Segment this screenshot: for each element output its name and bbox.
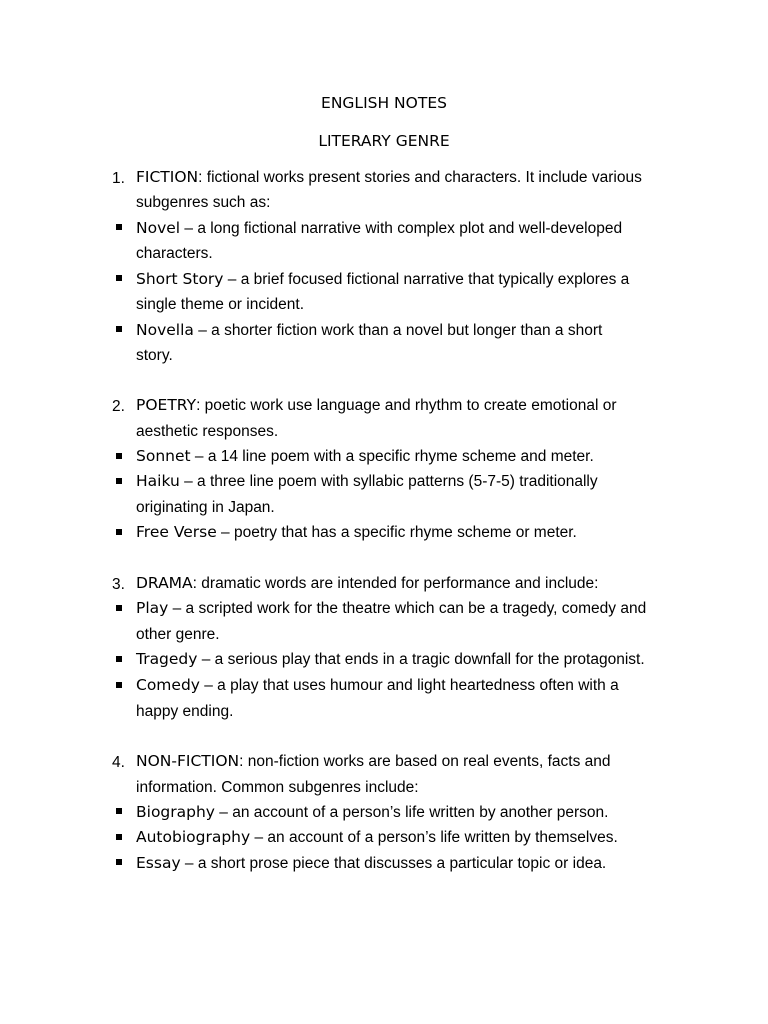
bullet-icon <box>116 453 122 459</box>
item-desc-cont: other genre. <box>136 626 220 643</box>
bullet-icon <box>116 275 122 281</box>
section-desc: : fictional works present stories and characters. It include various <box>198 169 642 186</box>
bullet-icon <box>116 224 122 230</box>
item-desc: – a long fictional narrative with complex plot and well-developed <box>180 220 623 237</box>
list-item <box>136 601 646 617</box>
item-term: Novel <box>136 219 181 237</box>
section-term: POETRY <box>136 396 197 414</box>
section-heading <box>136 398 617 414</box>
item-term: Comedy <box>136 676 200 694</box>
item-desc: – a shorter fiction work than a novel but longer than a short <box>193 322 603 339</box>
section-term: NON-FICTION <box>136 752 240 770</box>
section-number: 4. <box>112 754 125 771</box>
item-desc: – an account of a person’s life written by another person. <box>214 804 609 821</box>
section-heading <box>136 754 610 770</box>
item-term: Haiku <box>136 472 180 490</box>
section-term: FICTION <box>136 168 199 186</box>
bullet-icon <box>116 834 122 840</box>
list-item <box>136 652 645 668</box>
item-term: Short Story <box>136 270 224 288</box>
list-item <box>136 323 602 339</box>
list-item <box>136 449 594 465</box>
item-term: Sonnet <box>136 447 191 465</box>
item-desc: – a scripted work for the theatre which can be a tragedy, comedy and <box>168 600 647 617</box>
list-item <box>136 856 606 872</box>
bullet-icon <box>116 529 122 535</box>
doc-title: ENGLISH NOTES <box>321 94 447 112</box>
bullet-icon <box>116 859 122 865</box>
item-term: Free Verse <box>136 523 217 541</box>
section-term: DRAMA <box>136 574 193 592</box>
section-desc: : non-fiction works are based on real events, facts and <box>239 753 611 770</box>
item-term: Novella <box>136 321 194 339</box>
item-desc: – a short prose piece that discusses a particular topic or idea. <box>180 855 607 872</box>
item-desc: – a three line poem with syllabic patterns (5-7-5) traditionally <box>179 473 598 490</box>
list-item <box>136 221 622 237</box>
list-item <box>136 805 608 821</box>
list-item <box>136 474 598 490</box>
list-item <box>136 678 619 694</box>
item-desc: – a serious play that ends in a tragic downfall for the protagonist. <box>197 651 645 668</box>
bullet-icon <box>116 605 122 611</box>
list-item <box>136 830 618 846</box>
section-desc: : poetic work use language and rhythm to create emotional or <box>196 397 617 414</box>
item-desc: – poetry that has a specific rhyme scheme or meter. <box>216 524 577 541</box>
bullet-icon <box>116 656 122 662</box>
section-desc-cont: aesthetic responses. <box>136 423 279 440</box>
item-desc-cont: originating in Japan. <box>136 499 275 516</box>
item-term: Autobiography <box>136 828 251 846</box>
item-term: Tragedy <box>136 650 198 668</box>
item-desc: – a brief focused fictional narrative that typically explores a <box>223 271 630 288</box>
bullet-icon <box>116 478 122 484</box>
section-number: 3. <box>112 576 125 593</box>
section-number: 1. <box>112 170 125 187</box>
section-heading <box>136 170 642 186</box>
list-item <box>136 272 629 288</box>
item-desc: – a 14 line poem with a specific rhyme scheme and meter. <box>190 448 594 465</box>
item-desc-cont: story. <box>136 347 173 364</box>
bullet-icon <box>116 808 122 814</box>
section-number: 2. <box>112 398 125 415</box>
item-term: Biography <box>136 803 215 821</box>
section-heading <box>136 576 598 592</box>
doc-subtitle: LITERARY GENRE <box>318 132 450 150</box>
item-term: Essay <box>136 854 181 872</box>
item-term: Play <box>136 599 169 617</box>
bullet-icon <box>116 682 122 688</box>
list-item <box>136 525 577 541</box>
item-desc-cont: happy ending. <box>136 703 234 720</box>
bullet-icon <box>116 326 122 332</box>
section-desc-cont: information. Common subgenres include: <box>136 779 419 796</box>
item-desc: – an account of a person’s life written by themselves. <box>250 829 618 846</box>
item-desc: – a play that uses humour and light heartedness often with a <box>199 677 619 694</box>
item-desc-cont: characters. <box>136 245 213 262</box>
section-desc-cont: subgenres such as: <box>136 194 271 211</box>
section-desc: : dramatic words are intended for performance and include: <box>192 575 599 592</box>
item-desc-cont: single theme or incident. <box>136 296 305 313</box>
